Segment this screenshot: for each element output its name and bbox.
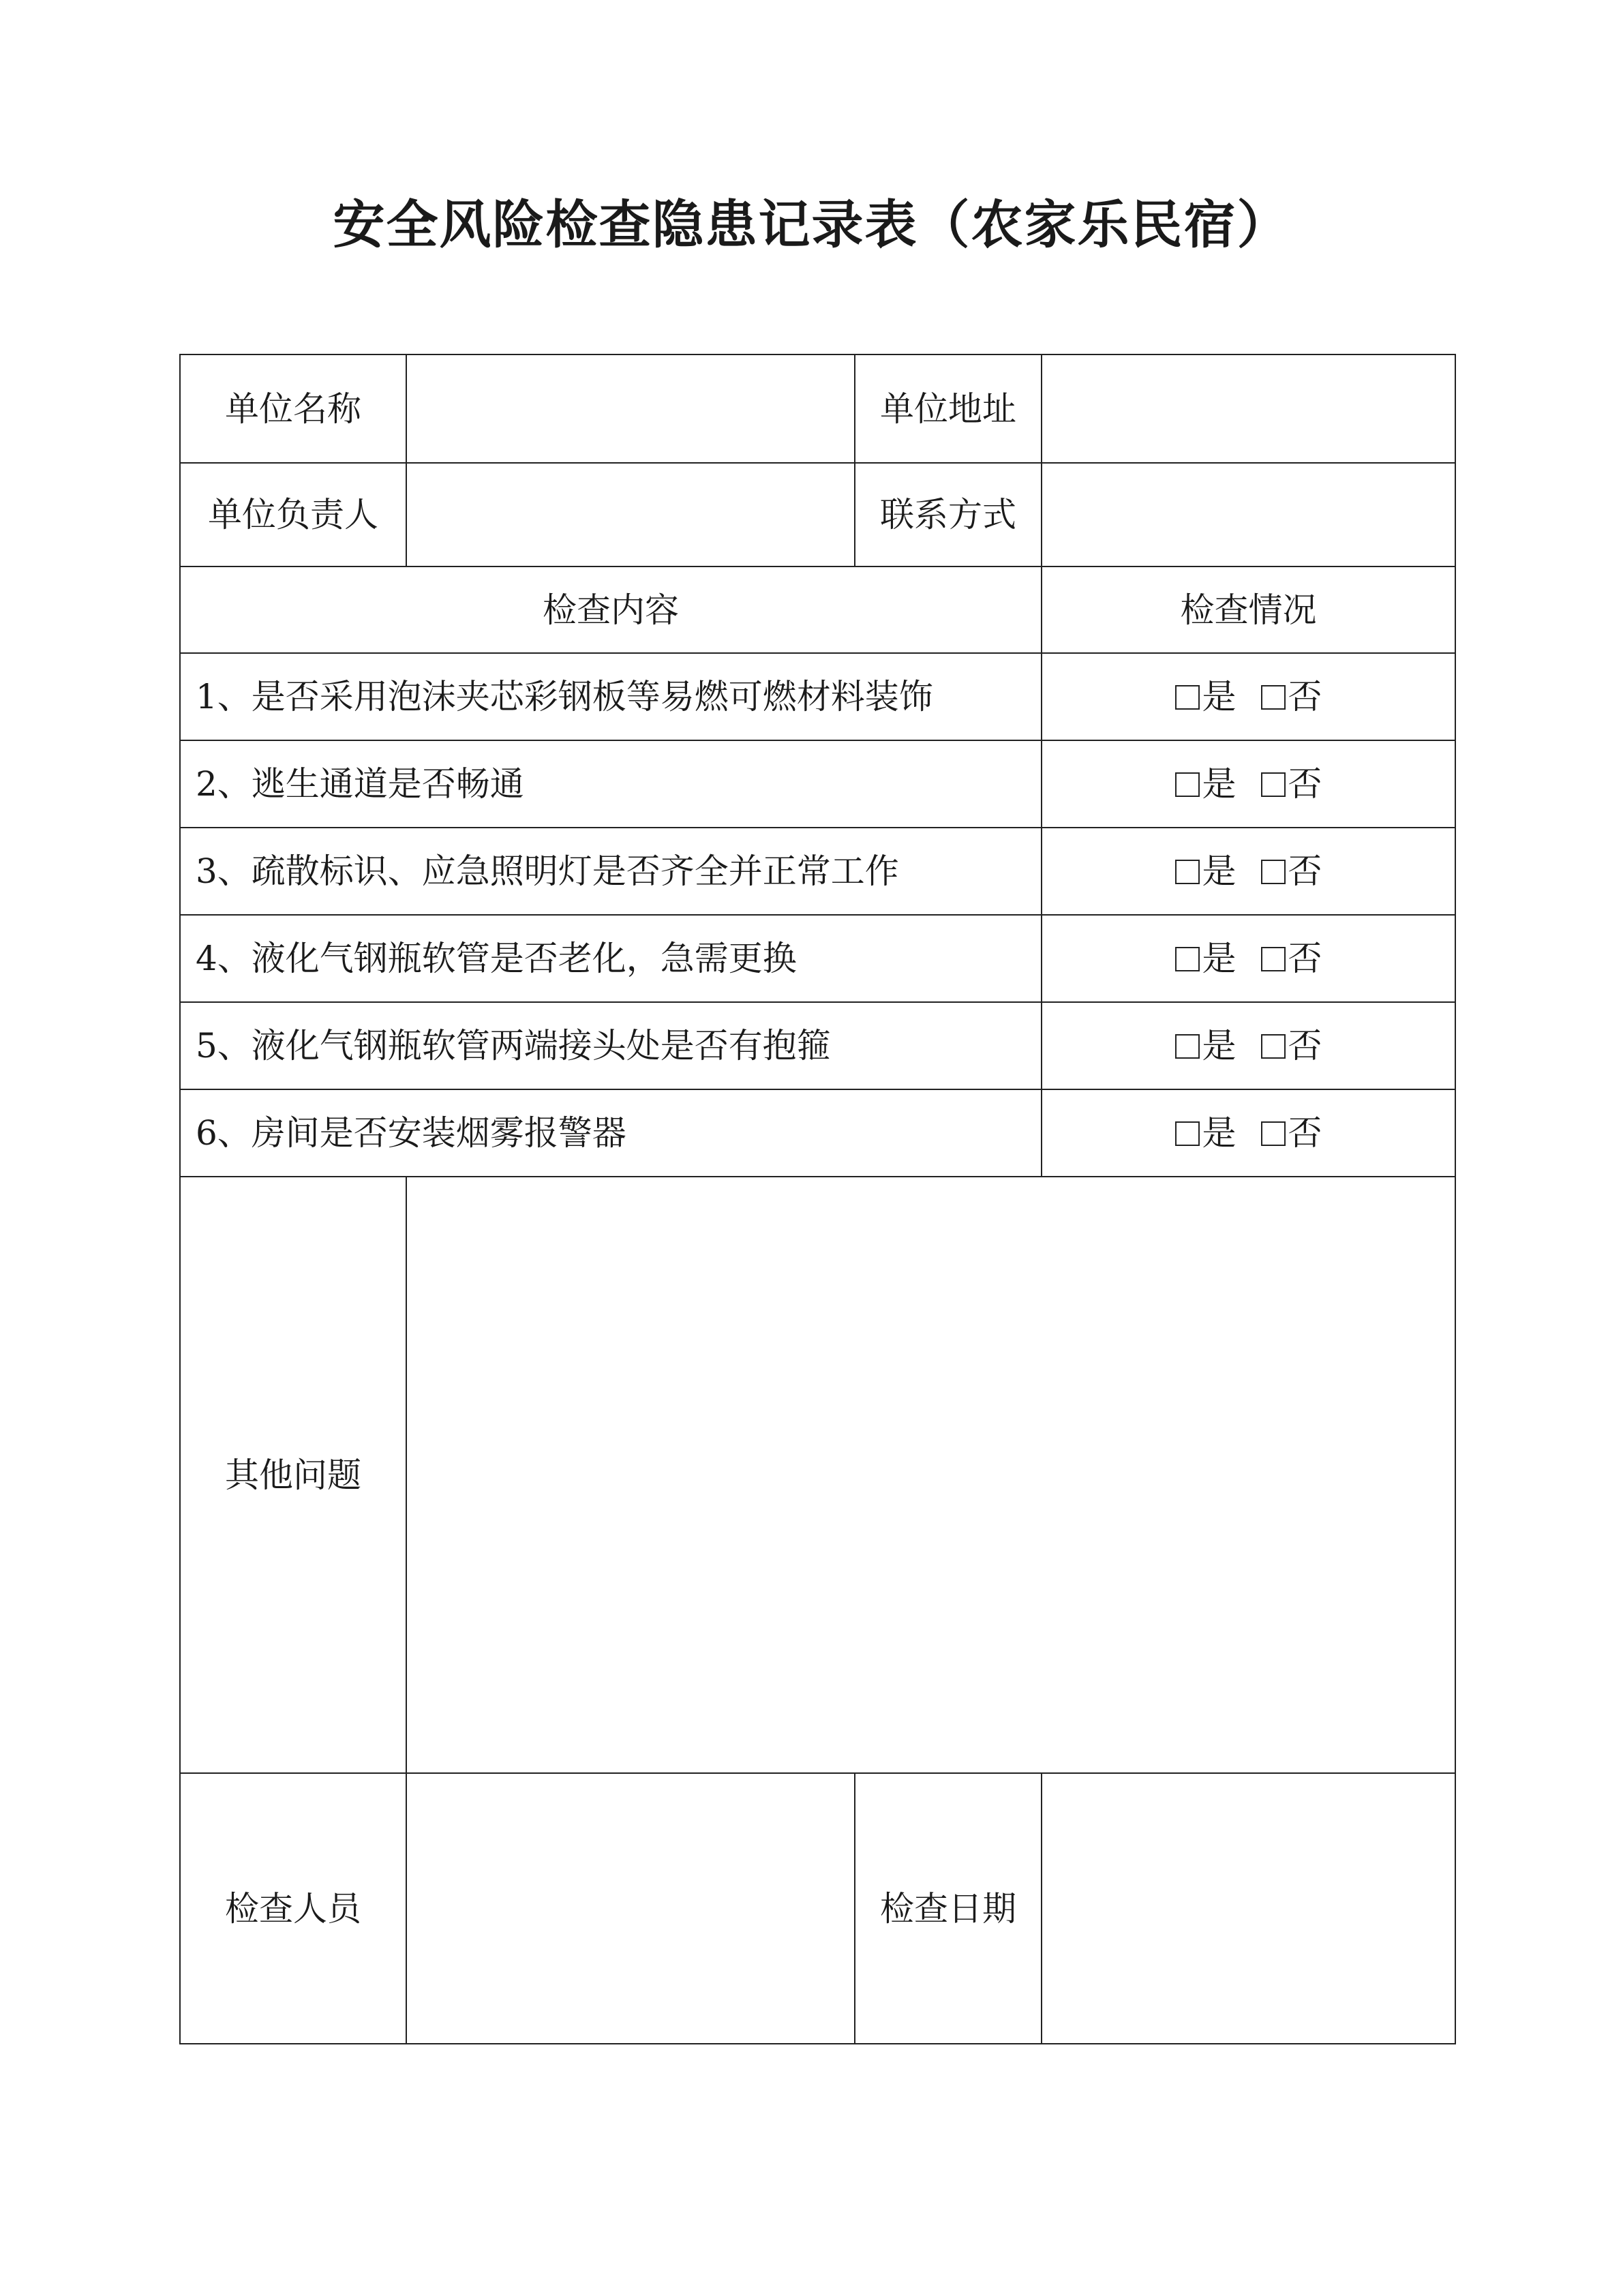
unit-head-field[interactable] [406, 463, 855, 567]
check-item-row [180, 653, 1455, 740]
check-item-options [1042, 1002, 1455, 1089]
yes-checkbox[interactable] [1175, 1121, 1200, 1146]
unit-address-field[interactable] [1042, 354, 1455, 463]
contact-label: 联系方式 [855, 463, 1042, 567]
check-item-options [1042, 740, 1455, 828]
no-checkbox[interactable] [1261, 772, 1286, 797]
check-item-text: 5、液化气钢瓶软管两端接头处是否有抱箍 [180, 1002, 1042, 1089]
no-checkbox[interactable] [1261, 860, 1286, 884]
unit-name-row [180, 354, 1455, 463]
contact-field[interactable] [1042, 463, 1455, 567]
yes-checkbox[interactable] [1175, 1034, 1200, 1059]
status-column-header: 检查情况 [1042, 567, 1455, 653]
check-item-text: 6、房间是否安装烟雾报警器 [180, 1089, 1042, 1177]
no-label: 否 [1288, 851, 1322, 891]
inspection-form-table [179, 354, 1456, 2044]
date-field[interactable] [1042, 1773, 1455, 2044]
unit-head-label: 单位负责人 [180, 463, 406, 567]
yes-label: 是 [1202, 764, 1237, 804]
yes-checkbox[interactable] [1175, 685, 1200, 710]
check-item-options [1042, 653, 1455, 740]
inspector-row [180, 1773, 1455, 2044]
check-item-options [1042, 1089, 1455, 1177]
no-checkbox[interactable] [1261, 685, 1286, 710]
yes-checkbox[interactable] [1175, 947, 1200, 971]
no-label: 否 [1288, 1113, 1322, 1153]
yes-checkbox[interactable] [1175, 772, 1200, 797]
no-label: 否 [1288, 1026, 1322, 1066]
yes-label: 是 [1202, 939, 1237, 978]
other-issues-label: 其他问题 [180, 1177, 406, 1773]
check-item-row [180, 828, 1455, 915]
no-label: 否 [1288, 939, 1322, 978]
no-label: 否 [1288, 764, 1322, 804]
yes-label: 是 [1202, 1113, 1237, 1153]
no-checkbox[interactable] [1261, 1121, 1286, 1146]
check-item-options [1042, 828, 1455, 915]
no-checkbox[interactable] [1261, 1034, 1286, 1059]
other-issues-field[interactable] [406, 1177, 1455, 1773]
yes-checkbox[interactable] [1175, 860, 1200, 884]
yes-label: 是 [1202, 677, 1237, 716]
no-label: 否 [1288, 677, 1322, 716]
unit-name-field[interactable] [406, 354, 855, 463]
inspector-field[interactable] [406, 1773, 855, 2044]
yes-label: 是 [1202, 851, 1237, 891]
unit-head-row [180, 463, 1455, 567]
check-item-text: 1、是否采用泡沫夹芯彩钢板等易燃可燃材料装饰 [180, 653, 1042, 740]
check-item-text: 3、疏散标识、应急照明灯是否齐全并正常工作 [180, 828, 1042, 915]
yes-label: 是 [1202, 1026, 1237, 1066]
check-item-row [180, 740, 1455, 828]
check-item-row [180, 1002, 1455, 1089]
check-item-text: 2、逃生通道是否畅通 [180, 740, 1042, 828]
check-item-row [180, 915, 1455, 1002]
check-item-row [180, 1089, 1455, 1177]
no-checkbox[interactable] [1261, 947, 1286, 971]
check-item-options [1042, 915, 1455, 1002]
unit-address-label: 单位地址 [855, 354, 1042, 463]
inspector-label: 检查人员 [180, 1773, 406, 2044]
content-column-header: 检查内容 [180, 567, 1042, 653]
date-label: 检查日期 [855, 1773, 1042, 2044]
check-item-text: 4、液化气钢瓶软管是否老化，急需更换 [180, 915, 1042, 1002]
page-title: 安全风险检查隐患记录表（农家乐民宿） [333, 194, 1290, 255]
other-issues-row [180, 1177, 1455, 1773]
unit-name-label: 单位名称 [180, 354, 406, 463]
column-header-row [180, 567, 1455, 653]
